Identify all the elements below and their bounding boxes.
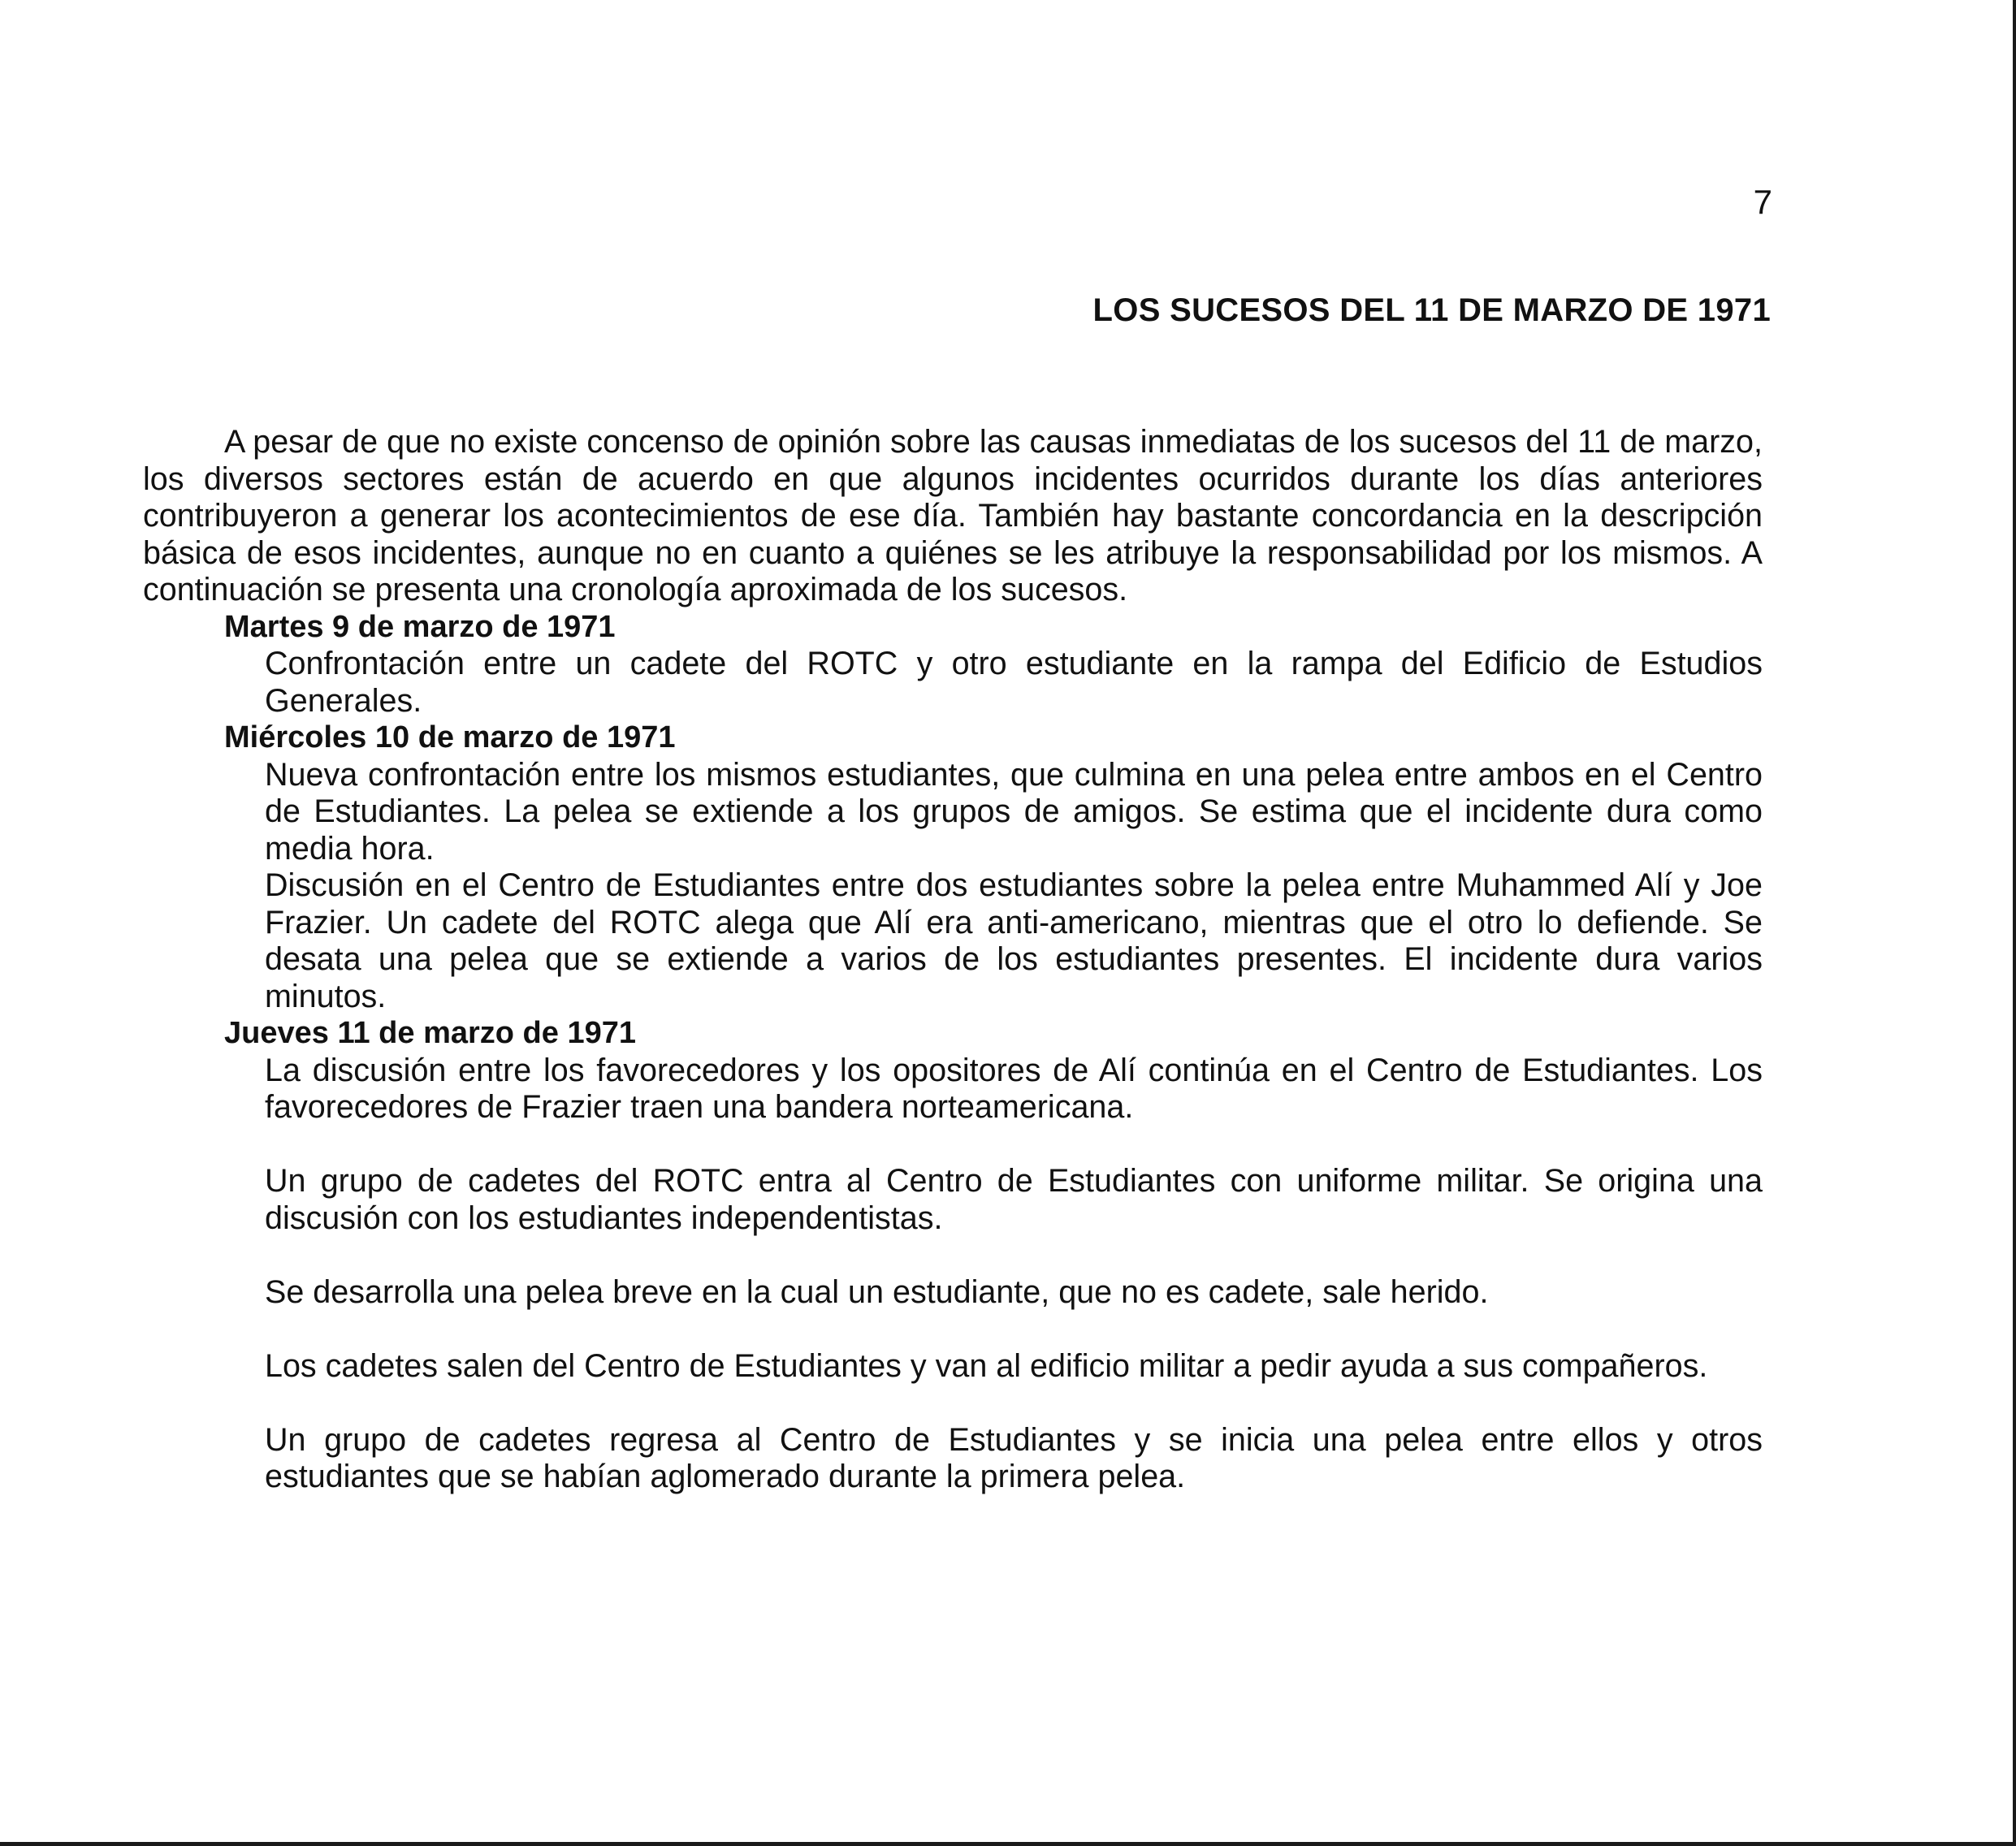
page-title: LOS SUCESOS DEL 11 DE MARZO DE 1971 — [1092, 292, 1771, 328]
day-heading: Miércoles 10 de marzo de 1971 — [224, 720, 676, 754]
page-right-border — [2013, 0, 2016, 1846]
intro-paragraph: A pesar de que no existe concenso de opinión sobre las causas inmediatas de los sucesos del 11 de marzo, los diversos sectores están de acuerdo en que algunos incidentes ocurridos durante los días anteriores contribuyeron a generar los acontecimientos de ese día. También hay bastante concordancia en la descripción básica de esos incidentes, aunque no en cuanto a quiénes se les atribuye la responsabilidad por los mismos. A continuación se presenta una cronología aproximada de los sucesos. — [143, 424, 1763, 607]
day-section-wednesday — [143, 720, 1763, 1015]
event-paragraph: Discusión en el Centro de Estudiantes entre dos estudiantes sobre la pelea entre Muhammed Alí y Joe Frazier. Un cadete del ROTC alega que Alí era anti-americano, mientras que el otro lo defiende. Se desata una pelea que se extiende a varios de los estudiantes presentes. El incidente dura varios minutos. — [265, 867, 1763, 1014]
day-heading: Martes 9 de marzo de 1971 — [224, 609, 616, 644]
day-section-tuesday — [143, 609, 1763, 720]
event-paragraph: Un grupo de cadetes regresa al Centro de Estudiantes y se inicia una pelea entre ellos y otros estudiantes que se habían aglomerado durante la primera pelea. — [265, 1421, 1763, 1494]
event-paragraph: La discusión entre los favorecedores y los opositores de Alí continúa en el Centro de Estudiantes. Los favorecedores de Frazier traen una bandera norteamericana. — [265, 1052, 1763, 1125]
page-bottom-border — [0, 1842, 2016, 1846]
day-section-thursday — [143, 1015, 1763, 1496]
event-paragraph: Se desarrolla una pelea breve en la cual un estudiante, que no es cadete, sale herido. — [265, 1273, 1489, 1310]
event-paragraph: Un grupo de cadetes del ROTC entra al Centro de Estudiantes con uniforme militar. Se origina una discusión con los estudiantes independentistas. — [265, 1163, 1763, 1236]
event-paragraph: Confrontación entre un cadete del ROTC y otro estudiante en la rampa del Edificio de Estudios Generales. — [265, 646, 1763, 719]
page-number: 7 — [1753, 183, 1772, 221]
day-heading: Jueves 11 de marzo de 1971 — [224, 1016, 636, 1050]
event-paragraph: Nueva confrontación entre los mismos estudiantes, que culmina en una pelea entre ambos en el Centro de Estudiantes. La pelea se extiende a los grupos de amigos. Se estima que el incidente dura como media hora. — [265, 756, 1763, 867]
document-body — [143, 424, 1763, 1496]
event-paragraph: Los cadetes salen del Centro de Estudiantes y van al edificio militar a pedir ayuda a sus compañeros. — [265, 1347, 1708, 1384]
